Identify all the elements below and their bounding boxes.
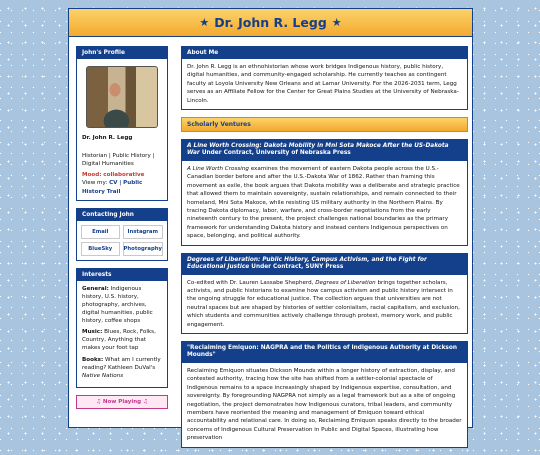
- venture-text: Reclaiming Emiquon situates Dickson Mounds within a longer history of extraction, display, and contested authority, tracing how the site has shifted from a settler-colonial spectacle of Indigenous remains to a space increasingly shaped by Indigenous expertise, consultation, and sovereignty. By foregrounding NAGPRA not simply as a legal framework but as a site of ongoing negotiation, the project demonstrates how Indigenous curators, tribal leaders, and community members have reoriented the meaning and management of Emiquon toward ethical accountability and relational care. In doing so, Reclaiming Emiquon speaks directly to the broader concerns of Indigenous Cultural Preservation in Public and Digital Spaces, illustrating how preservation: [187, 368, 462, 442]
- about-box: [181, 46, 468, 110]
- profile-page: [68, 8, 473, 442]
- venture-title: A Line Worth Crossing: Dakota Mobility in Mni Sota Makoce After the US-Dakota War Under Contract, University of Nebraska Press: [182, 140, 467, 161]
- profile-photo: [86, 66, 158, 128]
- page-title: Dr. John R. Legg: [214, 15, 327, 30]
- venture-entry: [181, 341, 468, 448]
- view-links: [82, 179, 162, 195]
- contact-heading: Contacting John: [77, 209, 167, 221]
- interests-heading: Interests: [77, 269, 167, 281]
- star-icon: ★: [331, 16, 342, 29]
- public-history-trail-link[interactable]: Public History Trail: [82, 180, 143, 195]
- cv-link[interactable]: CV: [109, 180, 118, 187]
- main-content: [181, 46, 468, 455]
- contact-photography-link[interactable]: Photography: [123, 242, 163, 256]
- venture-title: Degrees of Liberation: Public History, Campus Activism, and the Fight for Educational Justice Under Contract, SUNY Press: [182, 254, 467, 275]
- interests-books: Books: What am I currently reading? Kathleen DuVal's Native Nations: [82, 356, 161, 379]
- mood-line: [82, 171, 162, 179]
- contact-email-link[interactable]: Email: [81, 225, 120, 239]
- mood-label: Mood:: [82, 172, 102, 179]
- profile-roles: Historian | Public History | Digital Humanities: [82, 153, 155, 168]
- contact-instagram-link[interactable]: Instagram: [123, 225, 163, 239]
- interests-box: [76, 268, 168, 388]
- venture-title: "Reclaiming Emiquon: NAGPRA and the Politics of Indigenous Authority at Dickson Mounds": [182, 342, 467, 363]
- link-separator: |: [119, 180, 122, 187]
- contact-bluesky-link[interactable]: BlueSky: [81, 242, 120, 256]
- star-icon: ★: [199, 16, 210, 29]
- interests-music: Music: Blues, Rock, Folks, Country, Anything that makes your foot tap: [82, 329, 156, 352]
- ventures-heading: Scholarly Ventures: [181, 117, 468, 132]
- profile-name: Dr. John R. Legg: [82, 135, 133, 141]
- interests-general: General: Indigenous history, U.S. history, photography, archives, digital humanities, public history, coffee shops: [82, 285, 153, 325]
- now-playing-button[interactable]: ♫ Now Playing ♫: [76, 395, 168, 409]
- view-label: View my:: [82, 180, 108, 187]
- about-heading: About Me: [182, 47, 467, 59]
- contact-box: [76, 208, 168, 261]
- sidebar: [76, 46, 168, 409]
- venture-entry: [181, 253, 468, 334]
- about-text: Dr. John R. Legg is an ethnohistorian whose work bridges Indigenous history, public history, digital humanities, and community-engaged scholarship. He currently teaches as contingent faculty at Loyola University New Orleans and at Lamar University. For the 2026-2031 term, Legg serves as an Affiliate Fellow for the Center for Great Plains Studies at the University of Nebraska-Lincoln.: [187, 64, 459, 104]
- header-banner: [69, 9, 472, 37]
- venture-text: Co-edited with Dr. Lauren Lassabe Shepherd, Degrees of Liberation brings together scholars, activists, and public historians to examine how campus activism and public history intersect in the ongoing struggle for educational justice. The collection argues that universities are not neutral spaces but are shaped by histories of settler colonialism, racial capitalism, and exclusion, which students and communities actively challenge through protest, memory work, and public engagement.: [187, 279, 460, 328]
- profile-box: [76, 46, 168, 201]
- profile-heading: John's Profile: [77, 47, 167, 59]
- venture-text: A Line Worth Crossing examines the movement of eastern Dakota people across the U.S.-Canadian border before and after the U.S.-Dakota War of 1862. Rather than framing this movement as exile, the book argues that Dakota mobility was a deliberate and strategic practice that allowed them to maintain sovereignty, sustain relationships, and remain connected to their homeland, Mni Sota Makoce, while resisting US military authority in the Northern Plains. By tracing Dakota diplomacy, labor, warfare, and cross-border negotiations from the early nineteenth century to the present, the project challenges national boundaries as the primary framework for understanding Dakota history and instead centers Indigenous perspectives on space, belonging, and political authority.: [187, 166, 460, 240]
- mood-value: collaborative: [103, 172, 145, 179]
- venture-entry: [181, 139, 468, 246]
